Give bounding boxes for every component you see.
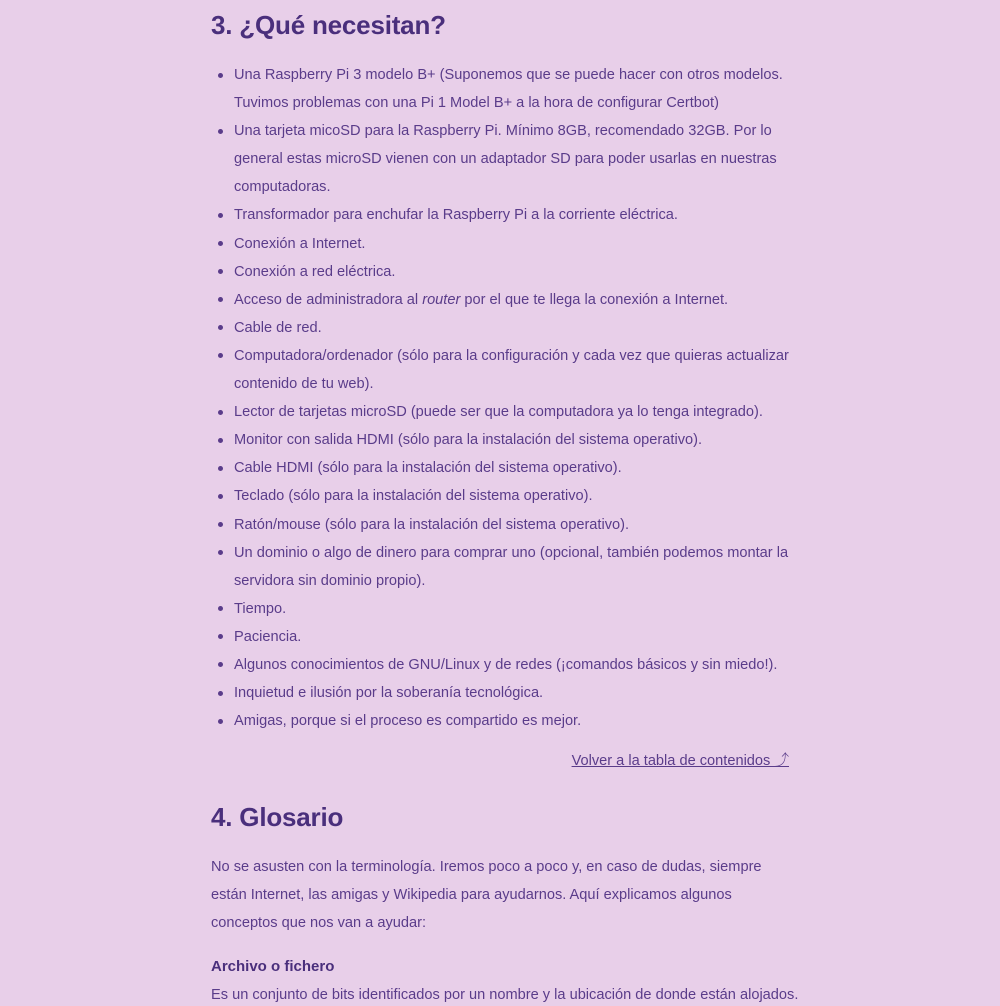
list-item: Cable de red. xyxy=(234,314,794,342)
list-item-text: por el que te llega la conexión a Internet. xyxy=(460,291,729,308)
list-item: Transformador para enchufar la Raspberry Pi a la corriente eléctrica. xyxy=(234,201,794,229)
list-item: Inquietud e ilusión por la soberanía tecnológica. xyxy=(234,679,794,707)
list-item: Ratón/mouse (sólo para la instalación del sistema operativo). xyxy=(234,511,794,539)
glossary-term-heading: Archivo o fichero xyxy=(211,958,335,975)
list-item: Cable HDMI (sólo para la instalación del sistema operativo). xyxy=(234,454,794,482)
back-to-contents-link[interactable]: Volver a la tabla de contenidos ⤴ xyxy=(571,753,789,769)
list-item: Paciencia. xyxy=(234,623,794,651)
list-item: Conexión a Internet. xyxy=(234,230,794,258)
list-item: Amigas, porque si el proceso es compartido es mejor. xyxy=(234,707,794,735)
list-item: Monitor con salida HDMI (sólo para la instalación del sistema operativo). xyxy=(234,426,794,454)
list-item: Lector de tarjetas microSD (puede ser que la computadora ya lo tenga integrado). xyxy=(234,398,794,426)
list-item-text: Acceso de administradora al xyxy=(234,291,423,308)
list-item-emphasis: router xyxy=(422,291,461,308)
list-item: Un dominio o algo de dinero para comprar uno (opcional, también podemos montar la servidora sin dominio propio). xyxy=(234,539,794,595)
list-item: Teclado (sólo para la instalación del sistema operativo). xyxy=(234,482,794,510)
glossary-term-definition: Es un conjunto de bits identificados por un nombre y la ubicación de donde están alojados. xyxy=(211,987,799,1003)
list-item: Algunos conocimientos de GNU/Linux y de redes (¡comandos básicos y sin miedo!). xyxy=(234,651,794,679)
needs-list xyxy=(211,61,794,735)
list-item: Tiempo. xyxy=(234,595,794,623)
list-item: Una Raspberry Pi 3 modelo B+ (Suponemos que se puede hacer con otros modelos. Tuvimos problemas con una Pi 1 Model B+ a la hora de configurar Certbot) xyxy=(234,61,794,117)
section-heading-needs: 3. ¿Qué necesitan? xyxy=(211,10,446,40)
list-item xyxy=(234,286,794,314)
glossary-intro-paragraph: No se asusten con la terminología. Iremos poco a poco y, en caso de dudas, siempre están Internet, las amigas y Wikipedia para ayudarnos. Aquí explicamos algunos conceptos que nos van a ayudar: xyxy=(211,859,762,932)
list-item: Una tarjeta micoSD para la Raspberry Pi. Mínimo 8GB, recomendado 32GB. Por lo general estas microSD vienen con un adaptador SD para poder usarlas en nuestras computadoras. xyxy=(234,117,794,201)
list-item: Computadora/ordenador (sólo para la configuración y cada vez que quieras actualizar contenido de tu web). xyxy=(234,342,794,398)
list-item: Conexión a red eléctrica. xyxy=(234,258,794,286)
section-heading-glossary: 4. Glosario xyxy=(211,802,344,832)
